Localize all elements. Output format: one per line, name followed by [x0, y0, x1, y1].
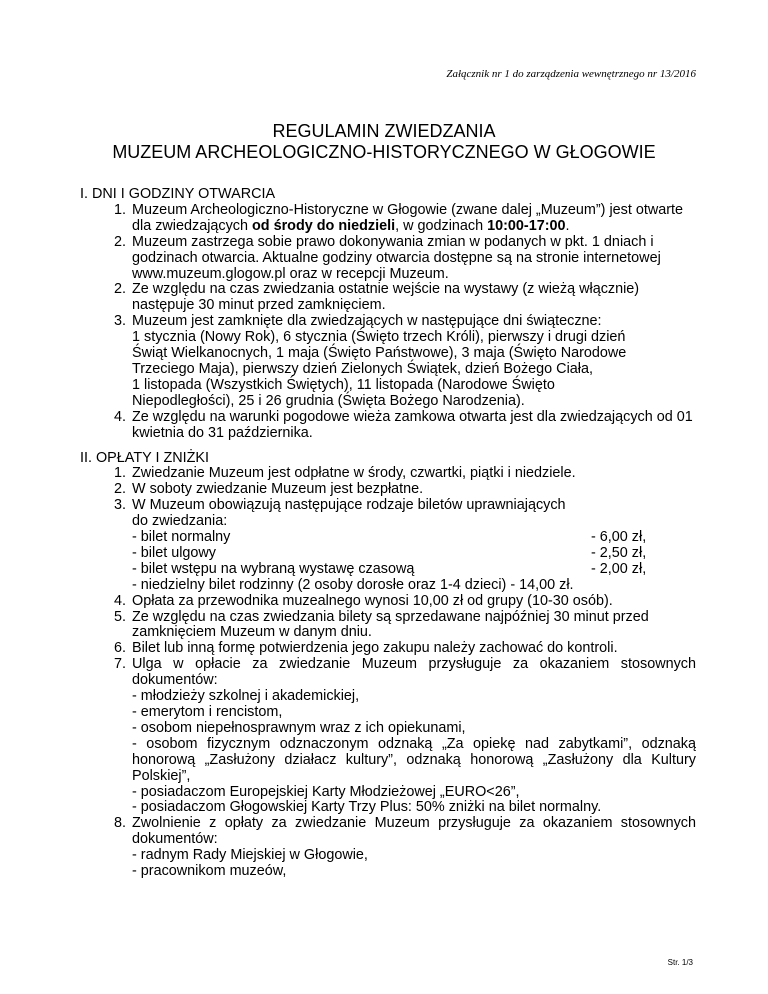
list-item	[80, 235, 696, 283]
list-item	[80, 641, 696, 657]
item-text	[132, 498, 696, 593]
exemption-line: - radnym Rady Miejskiej w Głogowie,	[132, 847, 368, 864]
document-header-note: Załącznik nr 1 do zarządzenia wewnętrznego nr 13/2016	[446, 68, 696, 80]
list-item	[80, 498, 696, 593]
item-number: 3.	[113, 497, 126, 514]
holiday-line: Niepodległości), 25 i 26 grudnia (Święta Bożego Narodzenia).	[132, 392, 525, 409]
ticket-row	[132, 562, 696, 578]
section-fees-discounts	[80, 451, 696, 880]
list-item	[80, 314, 696, 409]
title-line-1: REGULAMIN ZWIEDZANIA	[272, 121, 496, 141]
section-heading: I. DNI I GODZINY OTWARCIA	[80, 186, 276, 202]
opening-hours-list	[80, 203, 696, 442]
ticket-row	[132, 530, 696, 546]
fees-list	[80, 466, 696, 880]
discount-line: - emerytom i rencistom,	[132, 704, 283, 720]
item-number: 1.	[113, 201, 126, 218]
list-item	[80, 282, 696, 314]
document-title	[0, 121, 768, 163]
list-item	[80, 657, 696, 816]
section-heading: II. OPŁATY I ZNIŻKI	[80, 449, 210, 466]
ticket-label: - bilet normalny	[132, 529, 231, 546]
page-number: Str. 1/3	[667, 958, 693, 967]
open-days: od środy do niedzieli	[251, 217, 396, 234]
discount-intro: Ulga w opłacie za zwiedzanie Muzeum przysługuje za okazaniem stosownych dokumentów:	[132, 656, 696, 689]
discount-line: - osobom niepełnosprawnym wraz z ich opiekunami,	[132, 719, 466, 736]
list-item	[80, 410, 696, 442]
item-text: Ze względu na czas zwiedzania bilety są sprzedawane najpóźniej 30 minut przed zamknięciem Muzeum w danym dniu.	[132, 608, 649, 641]
item-number: 2.	[113, 481, 126, 498]
item-text: W soboty zwiedzanie Muzeum jest bezpłatne.	[132, 481, 424, 498]
document-body	[80, 187, 696, 880]
item-text	[132, 657, 696, 816]
exemption-intro: Zwolnienie z opłaty za zwiedzanie Muzeum przysługuje za okazaniem stosownych dokumentów:	[132, 815, 696, 848]
item-number: 6.	[113, 640, 126, 657]
item-number: 4.	[113, 592, 126, 609]
item-number: 1.	[113, 465, 126, 482]
exemption-line: - pracownikom muzeów,	[132, 863, 287, 880]
list-item	[80, 816, 696, 880]
item-number: 4.	[113, 408, 126, 425]
title-line-2: MUZEUM ARCHEOLOGICZNO-HISTORYCZNEGO W GŁOGOWIE	[112, 142, 656, 162]
item-number: 2.	[113, 281, 126, 298]
item-text	[132, 816, 696, 880]
ticket-row	[132, 546, 696, 562]
item-number: 2.	[113, 233, 126, 250]
list-item	[80, 610, 696, 642]
list-item	[80, 203, 696, 235]
closed-days-intro: Muzeum jest zamknięte dla zwiedzających w następujące dni świąteczne:	[132, 313, 602, 330]
item-text: Muzeum Archeologiczno-Historyczne w Głogowie (zwane dalej „Muzeum”) jest otwarte dla zwiedzających od środy do niedzieli, w godzinach 10:00-17:00.	[132, 201, 684, 234]
ticket-label: - bilet wstępu na wybraną wystawę czasową	[132, 560, 415, 577]
section-opening-hours	[80, 187, 696, 442]
list-item	[80, 466, 696, 482]
item-number: 8.	[113, 815, 126, 832]
item-number: 7.	[113, 656, 126, 673]
holiday-line: 1 stycznia (Nowy Rok), 6 stycznia (Święto trzech Króli), pierwszy i drugi dzień	[132, 329, 626, 346]
item-text: Zwiedzanie Muzeum jest odpłatne w środy, czwartki, piątki i niedziele.	[132, 465, 576, 482]
item-text: Ze względu na warunki pogodowe wieża zamkowa otwarta jest dla zwiedzających od 01 kwietnia do 31 października.	[132, 408, 693, 441]
holiday-line: Świąt Wielkanocnych, 1 maja (Święto Państwowe), 3 maja (Święto Narodowe	[132, 345, 627, 362]
item-text: Ze względu na czas zwiedzania ostatnie wejście na wystawy (z wieżą włącznie) następuje 30 minut przed zamknięciem.	[132, 281, 640, 314]
discount-line: - posiadaczom Głogowskiej Karty Trzy Plus: 50% zniżki na bilet normalny.	[132, 799, 602, 816]
item-text	[132, 314, 696, 409]
family-ticket: - niedzielny bilet rodzinny (2 osoby dorosłe oraz 1-4 dzieci) - 14,00 zł.	[132, 576, 574, 593]
ticket-label: - bilet ulgowy	[132, 544, 216, 561]
open-hours: 10:00-17:00	[487, 217, 566, 234]
discount-line: - młodzieży szkolnej i akademickiej,	[132, 688, 360, 705]
item-number: 3.	[113, 313, 126, 330]
item-text: Muzeum zastrzega sobie prawo dokonywania zmian w podanych w pkt. 1 dniach i godzinach otwarcia. Aktualne godziny otwarcia dostępne są na stronie internetowej www.muzeum.glogow.pl oraz w recepcji Muzeum.	[132, 233, 661, 282]
ticket-price: - 6,00 zł,	[591, 529, 647, 546]
list-item	[80, 594, 696, 610]
ticket-price: - 2,50 zł,	[591, 544, 647, 561]
item-number: 5.	[113, 608, 126, 625]
holiday-line: Trzeciego Maja), pierwszy dzień Zielonych Świątek, dzień Bożego Ciała,	[132, 360, 593, 377]
item-text: Opłata za przewodnika muzealnego wynosi 10,00 zł od grupy (10-30 osób).	[132, 592, 613, 609]
item-text: Bilet lub inną formę potwierdzenia jego zakupu należy zachować do kontroli.	[132, 640, 618, 657]
list-item	[80, 482, 696, 498]
discount-line: - posiadaczom Europejskiej Karty Młodzieżowej „EURO<26”,	[132, 783, 520, 800]
discount-line: - osobom fizycznym odznaczonym odznaką „Za opiekę nad zabytkami”, odznaką honorową „Zasłużony działacz kultury”, odznaką honorową „Zasłużony dla Kultury Polskiej”,	[132, 735, 696, 784]
ticket-price: - 2,00 zł,	[591, 560, 647, 577]
ticket-types-intro: W Muzeum obowiązują następujące rodzaje biletów uprawniających do zwiedzania:	[132, 497, 566, 530]
holiday-line: 1 listopada (Wszystkich Świętych), 11 listopada (Narodowe Święto	[132, 376, 555, 393]
